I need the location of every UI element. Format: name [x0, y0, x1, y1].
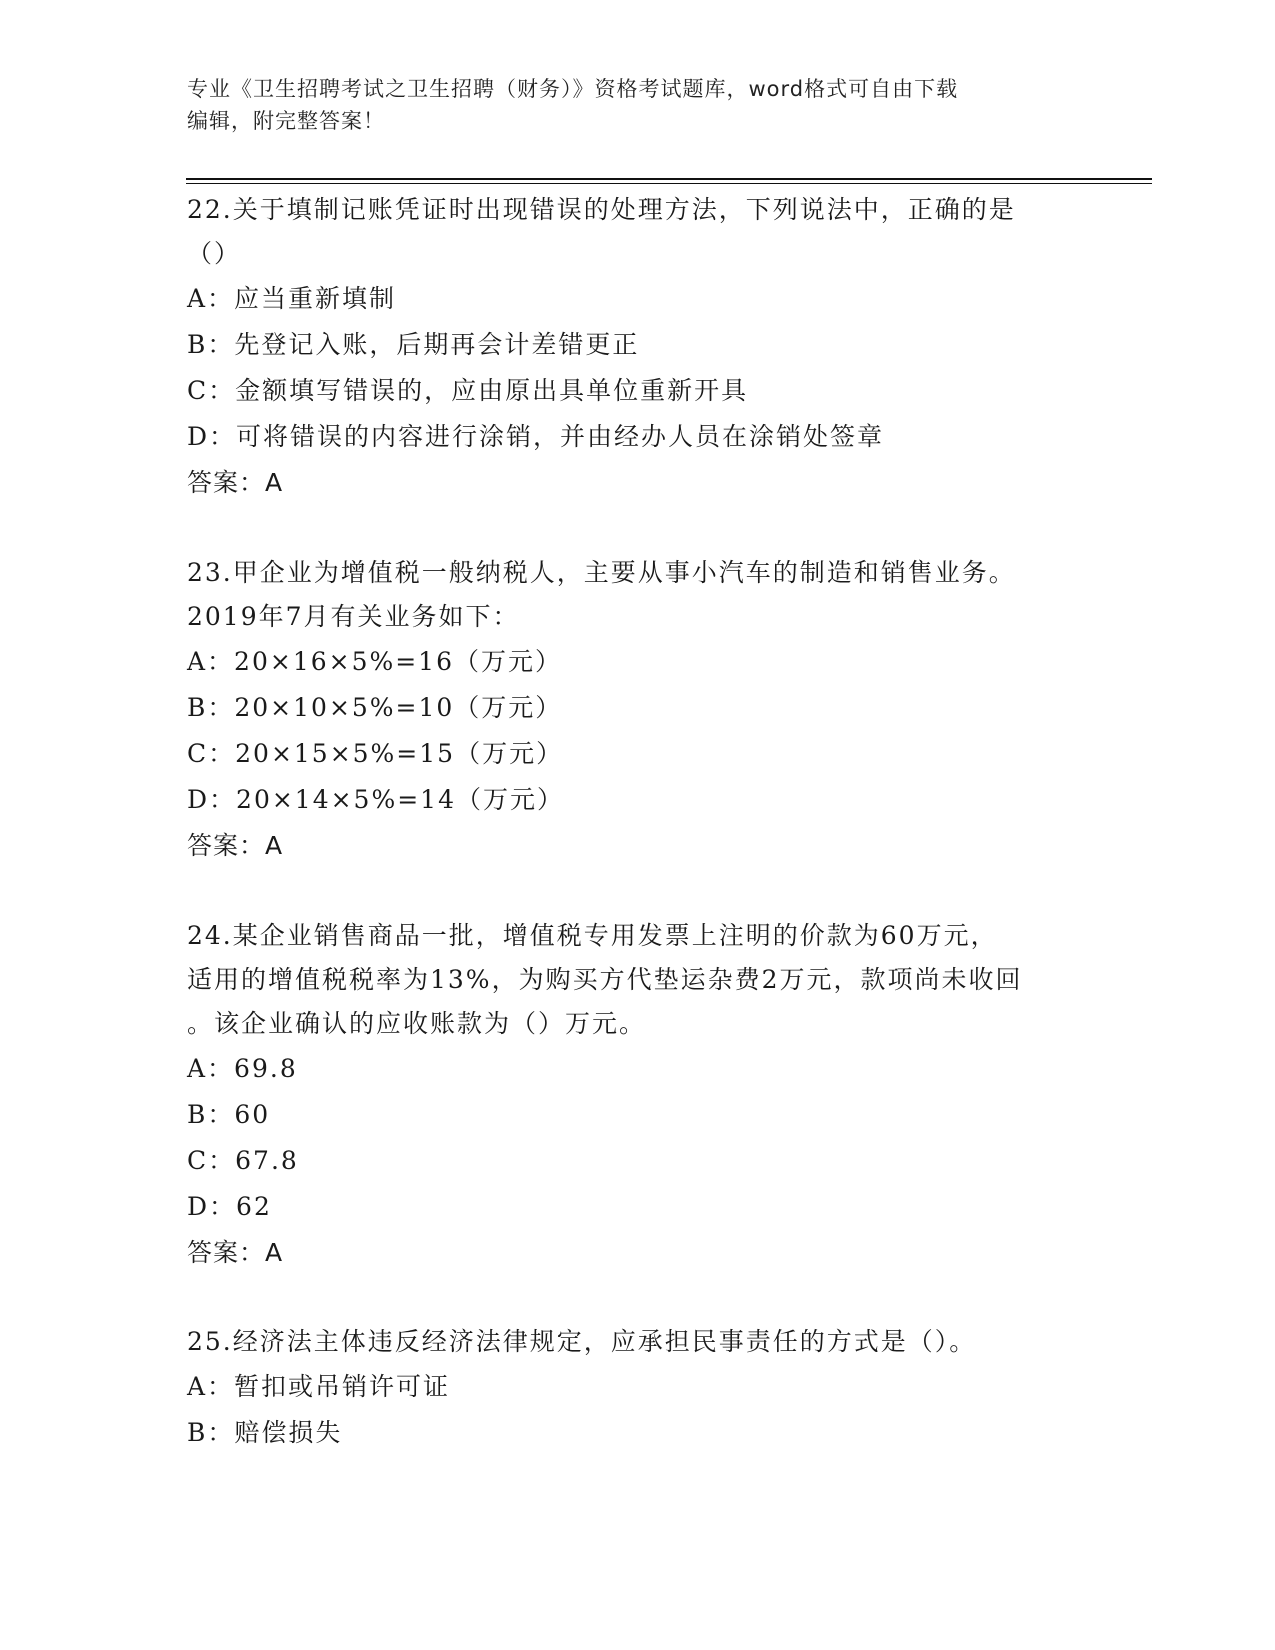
- header-divider-thin: [186, 183, 1152, 184]
- option-a: A：应当重新填制: [187, 284, 397, 313]
- option-b: B：20×10×5%=10（万元）: [187, 693, 563, 722]
- option-a: A：暂扣或吊销许可证: [187, 1372, 451, 1401]
- option-d: D：可将错误的内容进行涂销，并由经办人员在涂销处签章: [187, 422, 885, 451]
- question-stem-line: 适用的增值税税率为13%，为购买方代垫运杂费2万元，款项尚未收回: [187, 965, 1023, 994]
- question-23: [187, 551, 1087, 869]
- answer-label: 答案：A: [187, 468, 284, 497]
- question-25: [187, 1320, 1087, 1456]
- header-line-2: 编辑，附完整答案！: [187, 109, 385, 133]
- question-stem-line: 24.某企业销售商品一批，增值税专用发票上注明的价款为60万元，: [187, 921, 998, 950]
- option-d: D：62: [187, 1192, 272, 1221]
- question-22: [187, 188, 1087, 506]
- question-24: [187, 914, 1087, 1276]
- question-stem-line: 。该企业确认的应收账款为（）万元。: [187, 1009, 647, 1038]
- question-stem-line: 2019年7月有关业务如下：: [187, 602, 520, 631]
- option-b: B：赔偿损失: [187, 1418, 343, 1447]
- question-stem-line: 22.关于填制记账凭证时出现错误的处理方法，下列说法中，正确的是: [187, 195, 1016, 224]
- document-header: [187, 73, 1087, 137]
- header-line-1: 专业《卫生招聘考试之卫生招聘（财务）》资格考试题库，word格式可自由下载: [187, 77, 959, 101]
- option-d: D：20×14×5%=14（万元）: [187, 785, 564, 814]
- header-divider-thick: [186, 178, 1152, 180]
- option-b: B：60: [187, 1100, 271, 1129]
- option-c: C：20×15×5%=15（万元）: [187, 739, 564, 768]
- question-stem-line: （）: [187, 239, 242, 268]
- option-c: C：67.8: [187, 1146, 299, 1175]
- option-a: A：69.8: [187, 1054, 298, 1083]
- answer-label: 答案：A: [187, 831, 284, 860]
- answer-label: 答案：A: [187, 1238, 284, 1267]
- option-c: C：金额填写错误的，应由原出具单位重新开具: [187, 376, 749, 405]
- question-stem-line: 23.甲企业为增值税一般纳税人，主要从事小汽车的制造和销售业务。: [187, 558, 1016, 587]
- option-b: B：先登记入账，后期再会计差错更正: [187, 330, 640, 359]
- question-stem-line: 25.经济法主体违反经济法律规定，应承担民事责任的方式是（）。: [187, 1327, 977, 1356]
- option-a: A：20×16×5%=16（万元）: [187, 647, 562, 676]
